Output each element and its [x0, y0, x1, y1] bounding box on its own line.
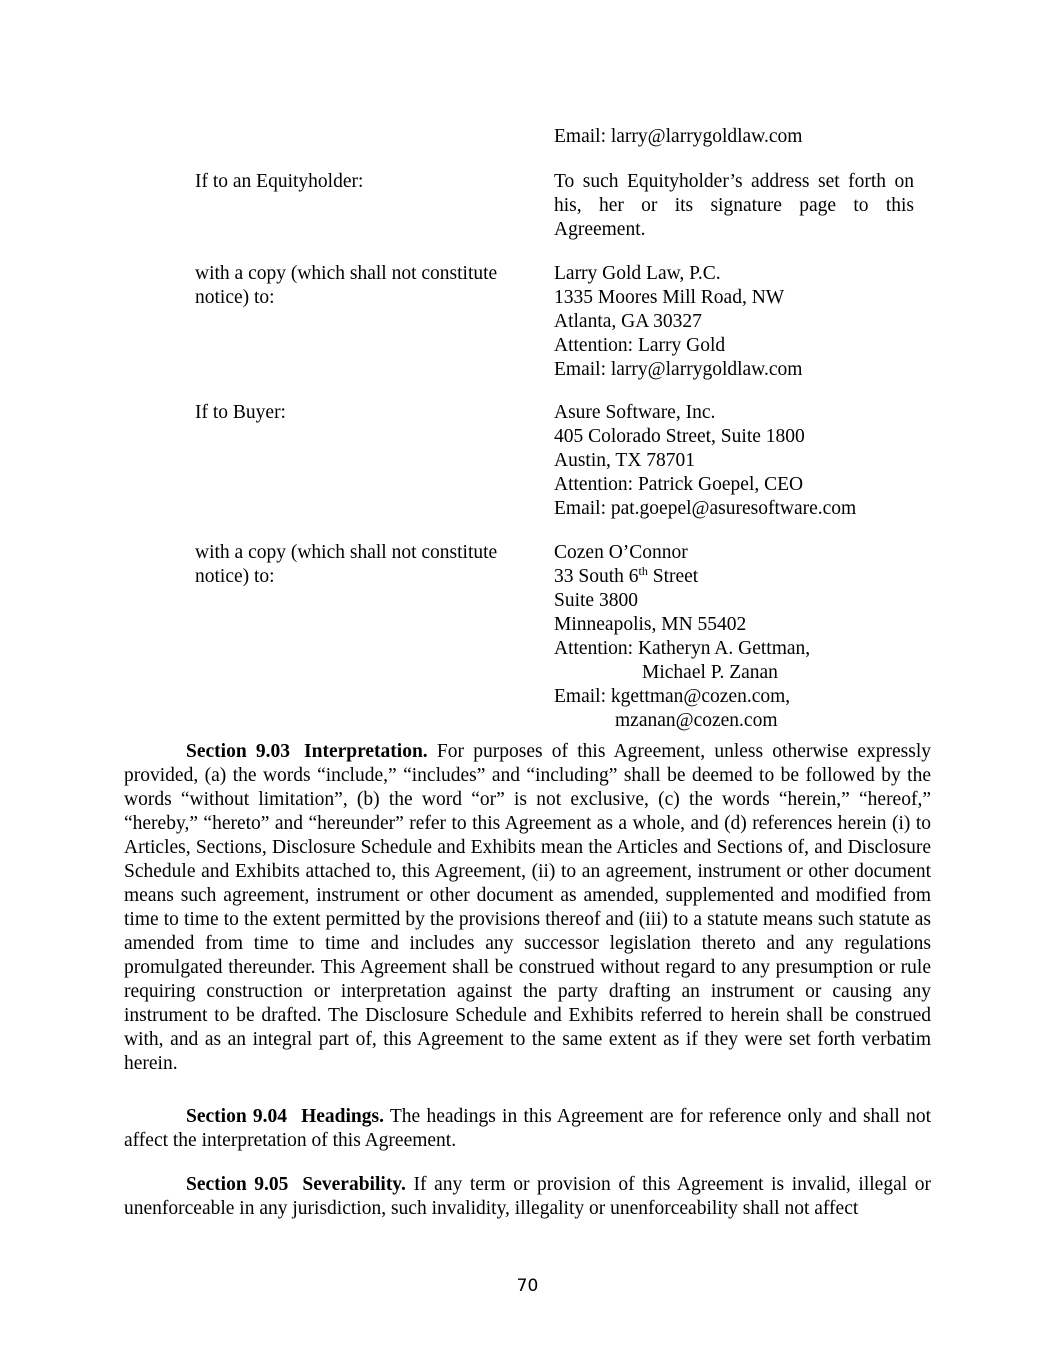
- notice-address: [554, 541, 914, 733]
- address-email: Email: kgettman@cozen.com,: [554, 686, 791, 707]
- section-text: The headings in this Agreement are for reference only and shall not affect the interpretation of this Agreement.: [124, 1106, 931, 1151]
- label-line: with a copy (which shall not constitute: [195, 263, 498, 284]
- address-email: mzanan@cozen.com: [615, 710, 778, 731]
- notice-label: [195, 541, 535, 589]
- section-text: For purposes of this Agreement, unless otherwise expressly provided, (a) the words “include,” “includes” and “including” shall be deemed to be followed by the words “without limitation”, (b) the word “or” is not exclusive, (c) the words “herein,” “hereof,” “hereby,” “hereto” and “hereunder” refer to this Agreement as a whole, and (d) references herein (i) to Articles, Sections, Disclosure Schedule and Exhibits mean the Articles and Sections of, and Disclosure Schedule and Exhibits attached to, this Agreement, (ii) to an agreement, instrument or other document means such agreement, instrument or other document as amended, supplemented and modified from time to time to the extent permitted by the provisions thereof and (iii) to a statute means such statute as amended from time to time and includes any successor legislation thereto and any regulations promulgated thereunder. This Agreement shall be construed without regard to any presumption or rule requiring construction or interpretation against the party drafting an instrument or causing any instrument to be drafted. The Disclosure Schedule and Exhibits referred to herein shall be construed with, and as an integral part of, this Agreement to the same extent as if they were set forth verbatim herein.: [124, 741, 931, 1074]
- section-number: Section 9.05: [186, 1174, 289, 1195]
- section-9-05: [124, 1173, 931, 1221]
- address-line: Minneapolis, MN 55402: [554, 614, 747, 635]
- section-title: Severability.: [302, 1174, 406, 1195]
- section-title: Interpretation.: [304, 741, 428, 762]
- notice-address: [554, 401, 914, 521]
- street-prefix: 33 South 6: [554, 566, 639, 587]
- section-number: Section 9.04: [186, 1106, 288, 1127]
- notice-label: If to Buyer:: [195, 402, 286, 423]
- address-line: 405 Colorado Street, Suite 1800: [554, 426, 805, 447]
- notice-label: [195, 262, 535, 310]
- address-line: Email: pat.goepel@asuresoftware.com: [554, 498, 857, 519]
- section-title: Headings.: [301, 1106, 384, 1127]
- notice-address: [554, 262, 914, 382]
- address-line: Email: larry@larrygoldlaw.com: [554, 359, 803, 380]
- address-line: Atlanta, GA 30327: [554, 311, 702, 332]
- address-line: Austin, TX 78701: [554, 450, 696, 471]
- label-line: notice) to:: [195, 566, 275, 587]
- address-line: Suite 3800: [554, 590, 638, 611]
- label-line: with a copy (which shall not constitute: [195, 542, 498, 563]
- address-attention: Michael P. Zanan: [642, 662, 778, 683]
- address-line: Cozen O’Connor: [554, 542, 688, 563]
- notice-address: [554, 125, 914, 149]
- street-suffix: Street: [647, 566, 699, 587]
- address-line: 1335 Moores Mill Road, NW: [554, 287, 785, 308]
- street-superscript: th: [638, 564, 648, 578]
- section-number: Section 9.03: [186, 741, 291, 762]
- section-9-03: [124, 740, 931, 1076]
- page-number: 70: [516, 1276, 539, 1296]
- address-line: Larry Gold Law, P.C.: [554, 263, 721, 284]
- notice-address: To such Equityholder’s address set forth on his, her or its signature page to this Agreement.: [554, 171, 914, 240]
- label-line: notice) to:: [195, 287, 275, 308]
- section-text: If any term or provision of this Agreement is invalid, illegal or unenforceable in any jurisdiction, such invalidity, illegality or unenforceability shall not affect: [124, 1174, 931, 1219]
- address-line: Attention: Larry Gold: [554, 335, 726, 356]
- address-line: Asure Software, Inc.: [554, 402, 716, 423]
- address-email: Email: larry@larrygoldlaw.com: [554, 126, 803, 147]
- section-9-04: [124, 1105, 931, 1153]
- address-street: [554, 565, 914, 589]
- notice-label: If to an Equityholder:: [195, 171, 364, 192]
- address-attention: Attention: Katheryn A. Gettman,: [554, 638, 811, 659]
- address-line: Attention: Patrick Goepel, CEO: [554, 474, 804, 495]
